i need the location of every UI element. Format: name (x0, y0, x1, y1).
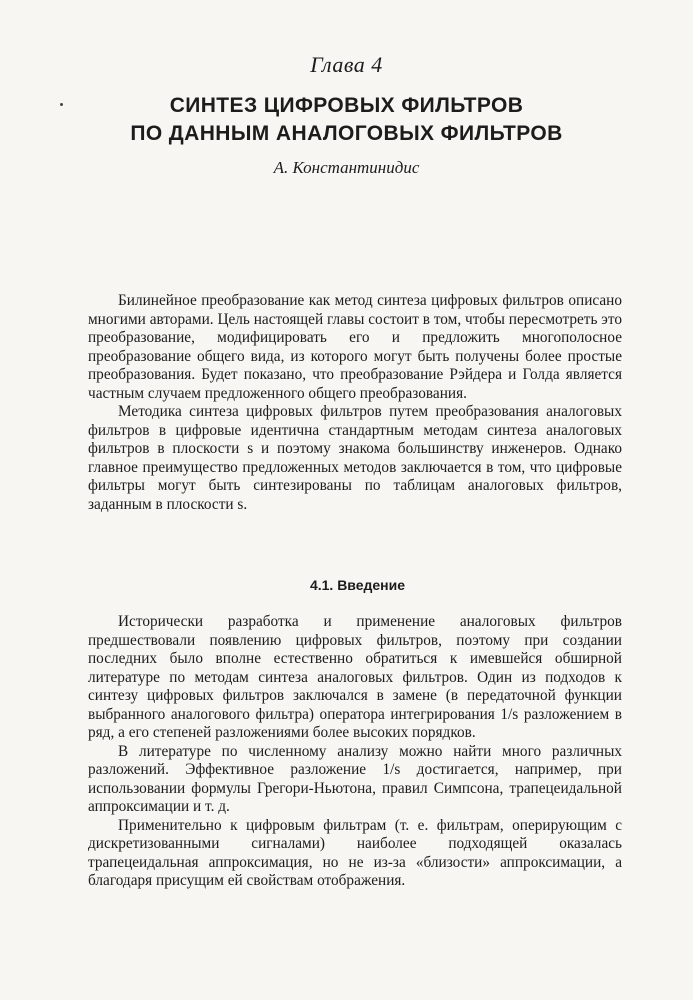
section-paragraph-1: Исторически разработка и применение аналоговых фильтров предшествовали появлению цифровых фильтров, поэтому при создании последних было вполне естественно обратиться к имевшейся обширной литературе по методам синтеза аналоговых фильтров. Один из подходов к синтезу цифровых фильтров заключался в замене (в передаточной функции выбранного аналогового фильтра) оператора интегрирования 1/s разложением в ряд, а его степеней разложениями более высоких порядков. (88, 613, 622, 741)
section-paragraph-3: Применительно к цифровым фильтрам (т. е. фильтрам, оперирующим с дискретизованными сигналами) наиболее подходящей оказалась трапецеидальная аппроксимация, но не из-за «близости» аппроксимации, а благодаря присущим ей свойствам отображения. (88, 816, 622, 889)
abstract-paragraph-2: Методика синтеза цифровых фильтров путем преобразования аналоговых фильтров в цифровые идентична стандартным методам синтеза аналоговых фильтров в плоскости s и поэтому знакома большинству инженеров. Однако главное преимущество предложенных методов заключается в том, что цифровые фильтры могут быть синтезированы по таблицам аналоговых фильтров, заданным в плоскости s. (88, 403, 622, 513)
abstract-paragraph-1: Билинейное преобразование как метод синтеза цифровых фильтров описано многими авторами. Цель настоящей главы состоит в том, чтобы пересмотреть это преобразование, модифицировать его и предложить многополосное преобразование общего вида, из которого могут быть получены более простые преобразования. Будет показано, что преобразование Рэйдера и Голда является частным случаем предложенного общего преобразования. (88, 292, 622, 402)
abstract-block (88, 292, 622, 514)
section-paragraph-2: В литературе по численному анализу можно найти много различных разложений. Эффективное разложение 1/s достигается, например, при использовании формулы Грегори-Ньютона, правил Симпсона, трапецеидальной аппроксимации и т. д. (88, 742, 622, 815)
chapter-title-line-1: СИНТЕЗ ЦИФРОВЫХ ФИЛЬТРОВ (169, 94, 524, 117)
author-name: А. Константинидис (273, 158, 420, 177)
section-heading: 4.1. Введение (309, 577, 406, 593)
chapter-title-line-2: ПО ДАННЫМ АНАЛОГОВЫХ ФИЛЬТРОВ (130, 122, 563, 145)
chapter-title (0, 92, 693, 148)
section-body (88, 613, 622, 891)
chapter-label: Глава 4 (310, 52, 383, 77)
